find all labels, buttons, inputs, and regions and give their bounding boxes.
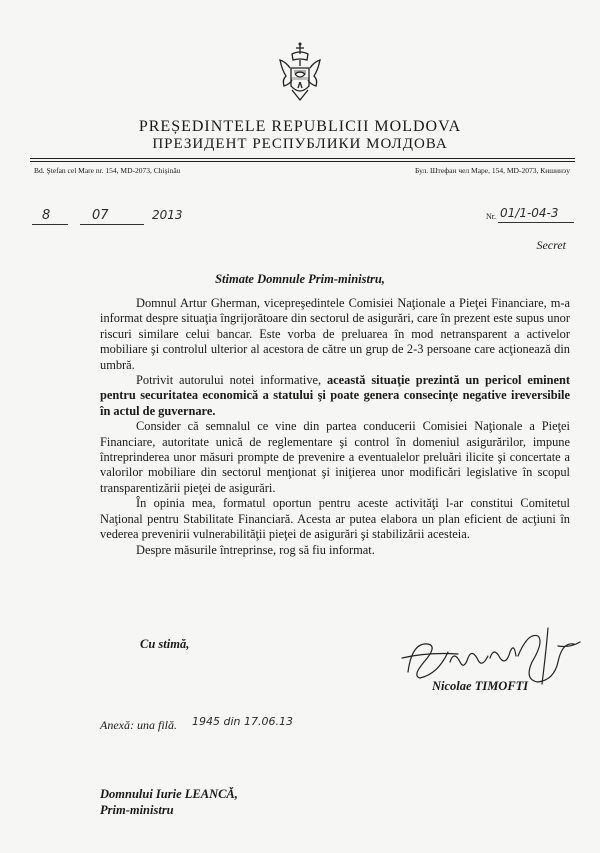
address-ru: Бул. Штефан чел Маре, 154, MD-2073, Кишинэу	[414, 166, 570, 175]
coat-of-arms-icon	[276, 40, 324, 106]
number-label: Nr.	[486, 212, 496, 221]
paragraph-3: Consider că semnalul ce vine din partea conducerii Comisiei Naţionale a Pieţei Financiare, autoritate unică de reglementare şi control în domeniul asigurărilor, impune întreprinderea unor măsuri prompte de prevenire a eventualelor preluări ilicite şi concertate a valorilor mobiliare din sectorul menţionat şi iniţierea unor modificări legislative în scopul transparentizării pieţei de asigurări.	[100, 419, 570, 495]
address-ro: Bd. Ştefan cel Mare nr. 154, MD-2073, Chişinău	[34, 166, 181, 175]
header-rule-top	[30, 158, 575, 159]
number-line	[498, 222, 574, 223]
paragraph-4: În opinia mea, formatul oportun pentru aceste activităţi l-ar constitui Comitetul Naţional pentru Stabilitate Financiară. Acesta ar putea elabora un plan eficient de acţiuni în vederea prevenirii vulnerabilităţii pieţei de asigurări şi stabilizării acesteia.	[100, 496, 570, 542]
date-year: 2013	[152, 208, 183, 222]
number-value: 01/1-04-3	[500, 206, 559, 220]
header-rule-bottom	[30, 161, 575, 162]
closing: Cu stimă,	[140, 637, 190, 651]
header-title-ro: PREȘEDINTELE REPUBLICII MOLDOVA	[138, 118, 462, 135]
paragraph-2	[100, 373, 570, 419]
addressee	[100, 786, 238, 818]
paragraph-5: Despre măsurile întreprinse, rog să fiu informat.	[136, 542, 375, 557]
header-title-ru: ПРЕЗИДЕНТ РЕСПУБЛИКИ МОЛДОВА	[152, 136, 448, 152]
addressee-title: Prim-ministru	[100, 803, 174, 817]
date-day: 8	[42, 208, 51, 223]
date-month-line	[80, 224, 144, 225]
annex-label: Anexă: una filă.	[100, 718, 177, 732]
date-day-line	[32, 224, 68, 225]
paragraph-2-emphasis: această situaţie prezintă un pericol eminent pentru securitatea economică a statului şi poate genera consecinţe negative ireversibile în actul de guvernare.	[100, 373, 571, 418]
salutation: Stimate Domnule Prim-ministru,	[215, 272, 385, 286]
letter-body	[100, 296, 570, 558]
paragraph-1: Domnul Artur Gherman, vicepreşedintele Comisiei Naţionale a Pieţei Financiare, m-a informat despre situaţia îngrijorătoare din sectorul de asigurări, care în prezent este supus unor riscuri similare celui bancar. Este vorba de preluarea în mod netransparent a activelor mobiliare şi controlul ulterior al acestora de către un grup de 2-3 persoane care acţionează din umbră.	[100, 296, 570, 372]
paragraph-2-intro: Potrivit autorului notei informative,	[136, 373, 327, 388]
date-month: 07	[92, 208, 109, 223]
addressee-name: Domnului Iurie LEANCĂ,	[100, 787, 238, 801]
signer-name: Nicolae TIMOFTI	[432, 679, 529, 693]
classification-mark: Secret	[536, 238, 566, 252]
annex-handwritten-note: 1945 din 17.06.13	[192, 715, 293, 728]
